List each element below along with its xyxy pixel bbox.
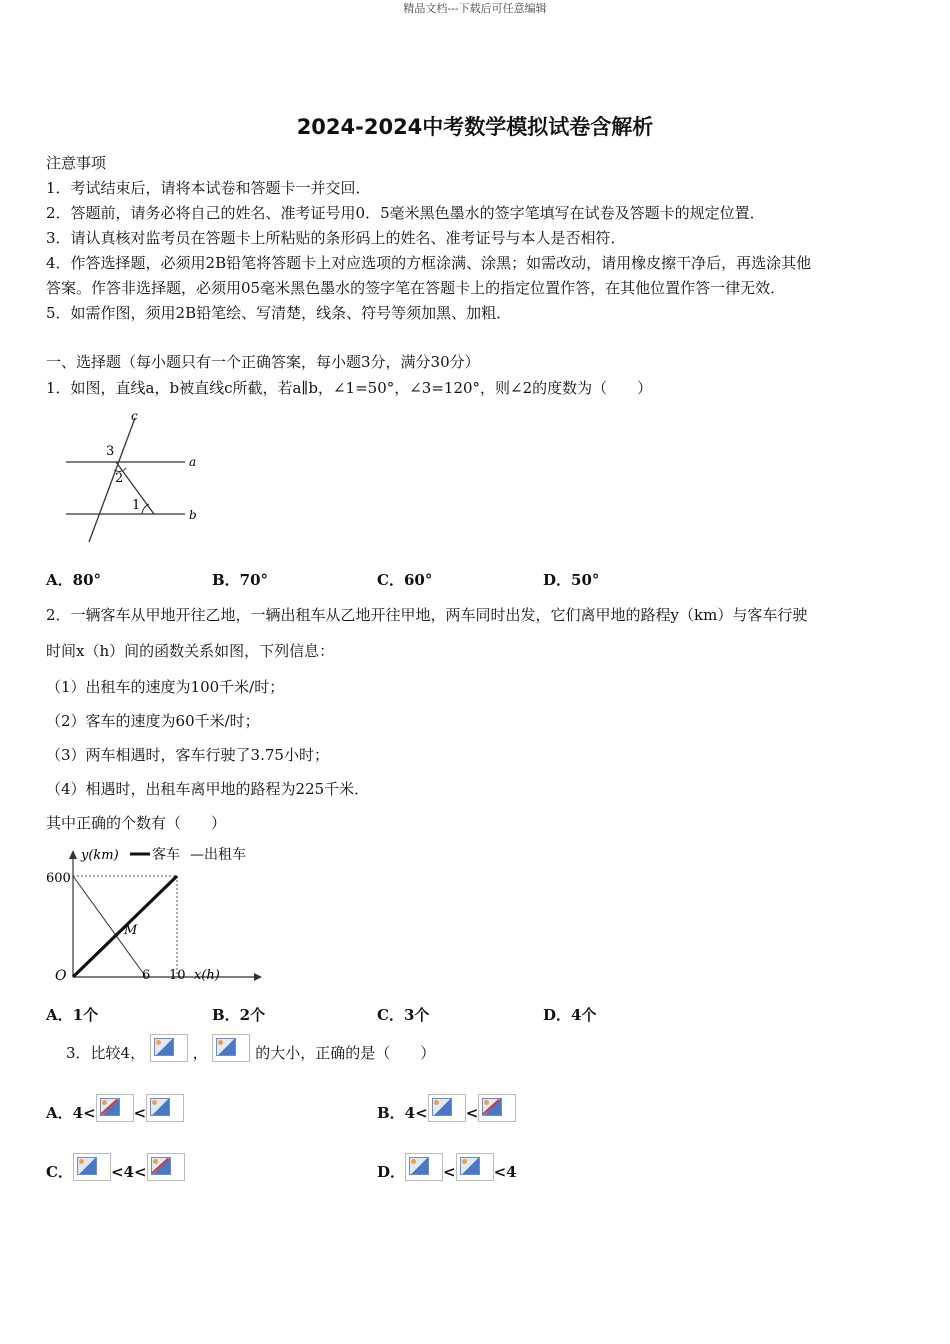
x-axis-arrow xyxy=(254,973,262,981)
label-3: 3 xyxy=(106,444,115,459)
q1-text: 1．如图，直线a，b被直线c所截，若a∥b，∠1=50°，∠3=120°，则∠2的度数为（ ） xyxy=(46,379,653,397)
q2-info-3: （3）两车相遇时，客车行驶了3.75小时； xyxy=(46,746,329,764)
broken-image-icon xyxy=(212,1034,250,1062)
q2-option-b[interactable]: B．2个 xyxy=(212,1006,266,1024)
page-header: 精品文档---下载后可任意编辑 xyxy=(403,2,547,15)
q2-text-line2: 时间x（h）间的函数关系如图，下列信息： xyxy=(46,642,335,660)
q3-option-b[interactable] xyxy=(377,1094,516,1123)
q3-option-b-lead: B．4< xyxy=(377,1104,428,1122)
q2-info-4: （4）相遇时，出租车离甲地的路程为225千米． xyxy=(46,780,370,798)
q3-option-d-mid: < xyxy=(443,1163,456,1181)
broken-image-icon xyxy=(96,1094,134,1122)
q3-option-d[interactable] xyxy=(377,1153,517,1182)
x-tick-10: 10 xyxy=(169,968,186,983)
q3-text-pre: 3．比较4， xyxy=(66,1044,146,1062)
q3-text-post: 的大小，正确的是（ ） xyxy=(255,1044,436,1062)
broken-image-icon xyxy=(478,1094,516,1122)
q1-figure xyxy=(60,408,205,553)
notice-item-4: 4．作答选择题，必须用2B铅笔将答题卡上对应选项的方框涂满、涂黑；如需改动，请用橡皮擦干净后，再选涂其他 xyxy=(46,254,812,272)
notice-item-1: 1．考试结束后，请将本试卷和答题卡一并交回． xyxy=(46,179,371,197)
x-label: x(h) xyxy=(194,968,220,983)
label-1: 1 xyxy=(132,498,141,513)
label-b: b xyxy=(189,508,197,522)
label-c: c xyxy=(131,409,138,423)
y-tick-600: 600 xyxy=(46,871,71,886)
q3-option-d-lead: D． xyxy=(377,1163,406,1181)
broken-image-icon xyxy=(456,1153,494,1181)
notice-item-4-cont: 答案。作答非选择题，必须用05毫米黑色墨水的签字笔在答题卡上的指定位置作答，在其他位置作答一律无效． xyxy=(46,279,786,297)
y-axis-arrow xyxy=(69,850,77,859)
broken-image-icon xyxy=(405,1153,443,1181)
x-tick-6: 6 xyxy=(142,968,151,983)
q1-option-a[interactable]: A．80° xyxy=(46,571,102,589)
q2-option-d[interactable]: D．4个 xyxy=(543,1006,597,1024)
q3-option-a-lead: A．4< xyxy=(46,1104,96,1122)
notice-heading: 注意事项 xyxy=(46,154,107,172)
broken-image-icon xyxy=(146,1094,184,1122)
notice-item-3: 3．请认真核对监考员在答题卡上所粘贴的条形码上的姓名、准考证号与本人是否相符． xyxy=(46,229,626,247)
q3-option-b-mid: < xyxy=(465,1104,479,1122)
legend-bus: 客车 xyxy=(152,847,180,863)
q3-option-a[interactable] xyxy=(46,1094,184,1123)
q3-option-a-mid: < xyxy=(133,1104,147,1122)
q3-option-c-mid: <4< xyxy=(110,1163,147,1181)
origin-label: O xyxy=(55,968,67,984)
q3-text-comma: ， xyxy=(192,1044,208,1062)
q2-info-1: （1）出租车的速度为100千米/时； xyxy=(46,678,285,696)
broken-image-icon xyxy=(428,1094,466,1122)
line-c xyxy=(89,418,135,542)
q3-option-d-tail: <4 xyxy=(493,1163,517,1181)
q2-option-a[interactable]: A．1个 xyxy=(46,1006,99,1024)
label-a: a xyxy=(189,455,197,469)
q3-option-c-lead: C． xyxy=(46,1163,73,1181)
meet-point-label: M xyxy=(124,923,138,938)
broken-image-icon xyxy=(73,1153,111,1181)
broken-image-icon xyxy=(147,1153,185,1181)
section-heading: 一、选择题（每小题只有一个正确答案，每小题3分，满分30分） xyxy=(46,353,480,371)
q1-option-c[interactable]: C．60° xyxy=(377,571,433,589)
page-title: 2024-2024中考数学模拟试卷含解析 xyxy=(296,115,654,139)
broken-image-icon xyxy=(150,1034,188,1062)
q1-option-b[interactable]: B．70° xyxy=(212,571,269,589)
q2-info-2: （2）客车的速度为60千米/时； xyxy=(46,712,260,730)
notice-item-5: 5．如需作图，须用2B铅笔绘、写清楚，线条、符号等须加黑、加粗． xyxy=(46,304,512,322)
y-label: y(km) xyxy=(81,848,119,863)
q2-text-line1: 2．一辆客车从甲地开往乙地，一辆出租车从乙地开往甲地，两车同时出发，它们离甲地的路程y（km）与客车行驶 xyxy=(46,606,808,624)
q2-question: 其中正确的个数有（ ） xyxy=(46,814,227,832)
q2-figure xyxy=(44,845,269,987)
label-2: 2 xyxy=(115,471,124,486)
q1-option-d[interactable]: D．50° xyxy=(543,571,600,589)
legend-taxi: —出租车 xyxy=(190,847,246,863)
q2-option-c[interactable]: C．3个 xyxy=(377,1006,430,1024)
q3-text xyxy=(66,1034,435,1063)
q3-option-c[interactable] xyxy=(46,1153,185,1182)
notice-item-2: 2．答题前，请务必将自己的姓名、准考证号用0．5毫米黑色墨水的签字笔填写在试卷及答题卡的规定位置． xyxy=(46,204,765,222)
